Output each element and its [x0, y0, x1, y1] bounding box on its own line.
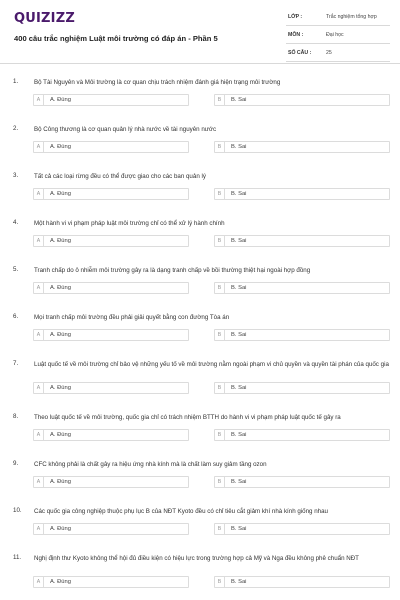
- meta-table: [286, 10, 390, 64]
- option-text: B. Sai: [231, 526, 247, 532]
- option-letter-box: A: [34, 283, 44, 293]
- option-letter-box: B: [215, 95, 225, 105]
- question-number: 11.: [13, 554, 22, 561]
- question-text: Bộ Tài Nguyên và Môi trường là cơ quan chịu trách nhiệm đánh giá hiện trạng môi trường: [34, 79, 281, 86]
- option-b[interactable]: [214, 382, 390, 394]
- question-text: Một hành vi vi phạm pháp luật môi trường chỉ có thể xử lý hành chính: [34, 220, 225, 227]
- option-letter-box: A: [34, 95, 44, 105]
- option-b[interactable]: [214, 141, 390, 153]
- option-a[interactable]: [33, 476, 189, 488]
- question-item: [0, 111, 400, 158]
- question-number: 7.: [13, 360, 19, 367]
- option-text: B. Sai: [231, 285, 247, 291]
- option-text: A. Đúng: [50, 191, 71, 197]
- question-number: 8.: [13, 413, 19, 420]
- question-item: [0, 205, 400, 252]
- option-text: A. Đúng: [50, 432, 71, 438]
- option-b[interactable]: [214, 523, 390, 535]
- option-text: B. Sai: [231, 479, 247, 485]
- option-a[interactable]: [33, 235, 189, 247]
- document-header: [0, 0, 400, 64]
- meta-value: Đại học: [326, 32, 344, 38]
- option-b[interactable]: [214, 476, 390, 488]
- option-text: B. Sai: [231, 332, 247, 338]
- option-a[interactable]: [33, 94, 189, 106]
- option-letter-box: B: [215, 189, 225, 199]
- question-item: [0, 299, 400, 346]
- option-text: B. Sai: [231, 191, 247, 197]
- question-item: [0, 252, 400, 299]
- option-letter-box: B: [215, 477, 225, 487]
- question-item: [0, 446, 400, 493]
- question-number: 9.: [13, 460, 19, 467]
- option-text: B. Sai: [231, 97, 247, 103]
- option-a[interactable]: [33, 429, 189, 441]
- option-letter-box: A: [34, 236, 44, 246]
- option-text: A. Đúng: [50, 238, 71, 244]
- option-letter-box: B: [215, 236, 225, 246]
- meta-value: Trắc nghiệm tổng hợp: [326, 14, 377, 20]
- meta-label: LỚP :: [288, 14, 303, 20]
- option-letter-box: A: [34, 477, 44, 487]
- question-text: Nghị định thư Kyoto không thể hội đủ điều kiện có hiệu lực trong trường hợp cả Mỹ và Nga đều không phê chuẩn NĐT: [34, 555, 359, 562]
- meta-value: 25: [326, 50, 332, 56]
- question-number: 6.: [13, 313, 19, 320]
- option-letter-box: A: [34, 330, 44, 340]
- meta-row-subject: [286, 28, 390, 44]
- question-item: [0, 540, 400, 593]
- option-b[interactable]: [214, 576, 390, 588]
- question-number: 2.: [13, 125, 19, 132]
- quizizz-logo: QUIZIZZ: [14, 11, 75, 26]
- option-letter-box: B: [215, 330, 225, 340]
- meta-row-count: [286, 46, 390, 62]
- option-text: A. Đúng: [50, 579, 71, 585]
- meta-label: SỐ CÂU :: [288, 50, 312, 56]
- question-text: Tranh chấp do ô nhiễm môi trường gây ra là dạng tranh chấp về bồi thường thiệt hại ngoài hợp đồng: [34, 267, 311, 274]
- option-a[interactable]: [33, 576, 189, 588]
- question-item: [0, 399, 400, 446]
- option-text: B. Sai: [231, 144, 247, 150]
- meta-label: MÔN :: [288, 32, 304, 38]
- option-a[interactable]: [33, 382, 189, 394]
- option-letter-box: B: [215, 524, 225, 534]
- option-letter-box: A: [34, 383, 44, 393]
- option-text: A. Đúng: [50, 285, 71, 291]
- option-a[interactable]: [33, 188, 189, 200]
- option-text: A. Đúng: [50, 97, 71, 103]
- option-a[interactable]: [33, 282, 189, 294]
- option-a[interactable]: [33, 329, 189, 341]
- option-b[interactable]: [214, 235, 390, 247]
- option-letter-box: A: [34, 577, 44, 587]
- question-number: 10.: [13, 507, 22, 514]
- question-number: 3.: [13, 172, 19, 179]
- option-b[interactable]: [214, 188, 390, 200]
- option-text: B. Sai: [231, 432, 247, 438]
- question-text: Tất cả các loại rừng đều có thể được giao cho các ban quản lý: [34, 173, 206, 180]
- option-text: A. Đúng: [50, 526, 71, 532]
- option-text: A. Đúng: [50, 332, 71, 338]
- option-b[interactable]: [214, 94, 390, 106]
- option-text: B. Sai: [231, 238, 247, 244]
- option-letter-box: B: [215, 283, 225, 293]
- question-list: [0, 64, 400, 593]
- option-letter-box: B: [215, 577, 225, 587]
- question-text: Mọi tranh chấp môi trường đều phải giải quyết bằng con đường Tòa án: [34, 314, 230, 321]
- option-b[interactable]: [214, 282, 390, 294]
- option-a[interactable]: [33, 141, 189, 153]
- meta-row-class: [286, 10, 390, 26]
- option-letter-box: B: [215, 142, 225, 152]
- option-a[interactable]: [33, 523, 189, 535]
- option-text: A. Đúng: [50, 479, 71, 485]
- question-item: [0, 346, 400, 399]
- question-number: 1.: [13, 78, 19, 85]
- option-text: B. Sai: [231, 385, 247, 391]
- question-text: Theo luật quốc tế về môi trường, quốc gia chỉ có trách nhiệm BTTH do hành vi vi phạm pháp luật quốc tế gây ra: [34, 414, 341, 421]
- question-text: Luật quốc tế về môi trường chỉ bảo vệ những yếu tố về môi trường nằm ngoài phạm vi chủ quyền và quyền tài phán của quốc gia: [34, 361, 389, 368]
- option-letter-box: B: [215, 383, 225, 393]
- question-text: Các quốc gia công nghiệp thuộc phụ lục B của NĐT Kyoto đều có chỉ tiêu cắt giảm khí nhà kính giống nhau: [34, 508, 328, 515]
- option-text: B. Sai: [231, 579, 247, 585]
- question-item: [0, 158, 400, 205]
- document-title: 400 câu trắc nghiệm Luật môi trường có đáp án - Phần 5: [14, 34, 218, 43]
- option-letter-box: B: [215, 430, 225, 440]
- option-text: A. Đúng: [50, 385, 71, 391]
- question-item: [0, 493, 400, 540]
- option-letter-box: A: [34, 142, 44, 152]
- question-number: 5.: [13, 266, 19, 273]
- option-letter-box: A: [34, 430, 44, 440]
- question-text: Bộ Công thương là cơ quan quản lý nhà nước về tài nguyên nước: [34, 126, 217, 133]
- option-text: A. Đúng: [50, 144, 71, 150]
- question-text: CFC không phải là chất gây ra hiệu ứng nhà kính mà là chất làm suy giảm tầng ozon: [34, 461, 267, 468]
- question-number: 4.: [13, 219, 19, 226]
- option-b[interactable]: [214, 429, 390, 441]
- question-item: [0, 64, 400, 111]
- option-letter-box: A: [34, 189, 44, 199]
- option-b[interactable]: [214, 329, 390, 341]
- option-letter-box: A: [34, 524, 44, 534]
